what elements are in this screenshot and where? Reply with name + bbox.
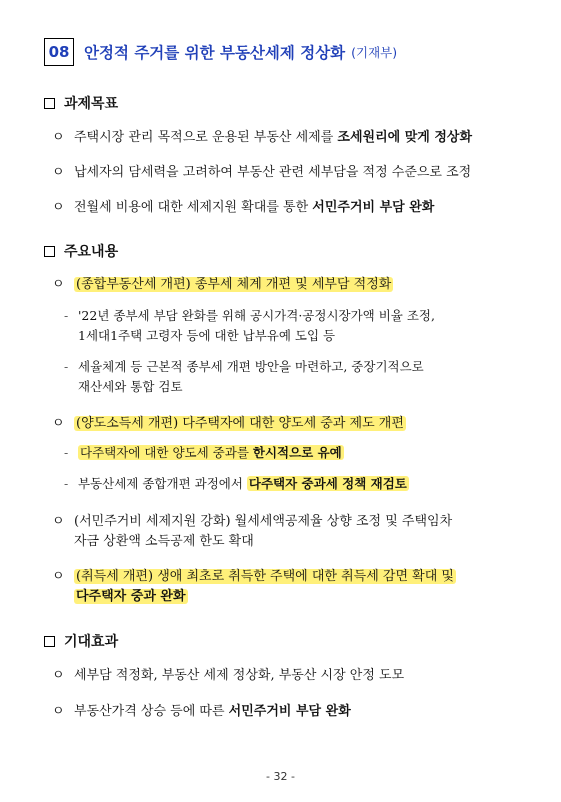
effect-text: 부동산가격 상승 등에 따른 — [74, 704, 229, 719]
sub-item — [64, 474, 409, 494]
highlighted-text-bold: 다주택자 중과 완화 — [76, 589, 186, 604]
task-title: 안정적 주거를 위한 부동산세제 정상화 — [84, 44, 346, 62]
sub-item-text: '22년 종부세 부담 완화를 위해 공시가격·공정시장가액 비율 조정, — [78, 308, 435, 323]
circle-bullet-icon: ㅇ — [52, 668, 65, 683]
goal-item — [52, 163, 471, 183]
dash-bullet: - — [64, 359, 69, 374]
task-title-row — [44, 36, 397, 68]
circle-bullet-icon: ㅇ — [52, 277, 65, 292]
dash-bullet: - — [64, 308, 69, 323]
checkbox-square-icon — [44, 98, 55, 109]
content-item-acquisition-tax — [52, 567, 456, 587]
checkbox-square-icon — [44, 636, 55, 647]
sub-item-text: 부동산세제 종합개편 과정에서 — [78, 476, 247, 491]
dash-bullet: - — [64, 476, 69, 491]
dash-bullet: - — [64, 445, 69, 460]
page-number: - 32 - — [266, 770, 295, 783]
highlighted-text-bold: 다주택자 중과세 정책 재검토 — [248, 476, 407, 491]
goal-item — [52, 128, 472, 148]
goal-item — [52, 198, 434, 218]
content-item-capital-gains-tax — [52, 414, 406, 434]
content-continuation: 자금 상환액 소득공제 한도 확대 — [74, 534, 254, 549]
checkbox-square-icon — [44, 246, 55, 257]
circle-bullet-icon: ㅇ — [52, 165, 65, 180]
section-heading-effects — [44, 631, 118, 651]
section-heading-label: 주요내용 — [64, 244, 119, 260]
circle-bullet-icon: ㅇ — [52, 200, 65, 215]
effect-item — [52, 702, 351, 722]
sub-item-continuation: 1세대1주택 고령자 등에 대한 납부유예 도입 등 — [78, 328, 336, 343]
circle-bullet-icon: ㅇ — [52, 130, 65, 145]
section-heading-contents — [44, 241, 118, 261]
highlighted-text: 다주택자에 대한 양도세 중과를 — [80, 445, 253, 460]
effect-item — [52, 666, 404, 686]
task-number-badge: 08 — [44, 38, 74, 66]
sub-item-continuation: 재산세와 통합 검토 — [78, 379, 183, 394]
content-item-comprehensive-tax — [52, 275, 393, 295]
highlighted-text-bold: 한시적으로 유예 — [252, 445, 342, 460]
circle-bullet-icon: ㅇ — [52, 569, 65, 584]
highlighted-text: (양도소득세 개편) 다주택자에 대한 양도세 중과 제도 개편 — [76, 416, 404, 431]
sub-item-text: 세율체계 등 근본적 종부세 개편 방안을 마련하고, 중장기적으로 — [78, 359, 424, 374]
goal-text-bold: 조세원리에 맞게 정상화 — [337, 130, 473, 145]
highlighted-text: (종합부동산세 개편) 종부세 체계 개편 및 세부담 적정화 — [76, 277, 392, 292]
sub-item — [64, 443, 344, 463]
effect-text-bold: 서민주거비 부담 완화 — [228, 704, 351, 719]
circle-bullet-icon: ㅇ — [52, 704, 65, 719]
section-heading-label: 과제목표 — [64, 96, 119, 112]
goal-text: 주택시장 관리 목적으로 운용된 부동산 세제를 — [74, 130, 338, 145]
goal-text: 전월세 비용에 대한 세제지원 확대를 통한 — [74, 200, 313, 215]
goal-text: 납세자의 담세력을 고려하여 부동산 관련 세부담을 적정 수준으로 조정 — [74, 165, 472, 180]
sub-item — [64, 357, 424, 377]
circle-bullet-icon: ㅇ — [52, 416, 65, 431]
effect-text: 세부담 적정화, 부동산 세제 정상화, 부동산 시장 안정 도모 — [74, 668, 405, 683]
content-item-housing-support — [52, 512, 452, 532]
goal-text-bold: 서민주거비 부담 완화 — [312, 200, 435, 215]
section-heading-goals — [44, 93, 118, 113]
sub-item — [64, 306, 435, 326]
content-continuation — [74, 587, 188, 607]
content-text: (서민주거비 세제지원 강화) 월세세액공제율 상향 조정 및 주택임차 — [74, 514, 453, 529]
section-heading-label: 기대효과 — [64, 634, 119, 650]
circle-bullet-icon: ㅇ — [52, 514, 65, 529]
task-ministry: (기재부) — [351, 45, 398, 60]
highlighted-text: (취득세 개편) 생애 최초로 취득한 주택에 대한 취득세 감면 확대 및 — [76, 569, 454, 584]
